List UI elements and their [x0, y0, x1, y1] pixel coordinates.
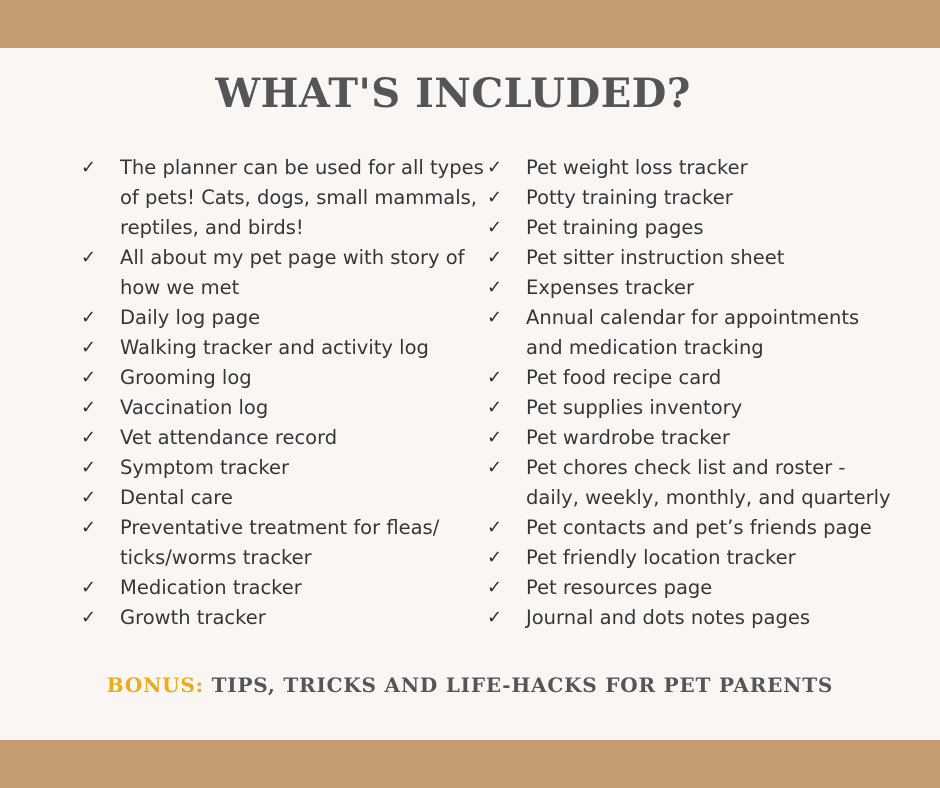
list-item — [80, 573, 480, 603]
list-item-text: Pet weight loss tracker — [526, 156, 748, 179]
list-item-text: Vaccination log — [120, 396, 269, 419]
list-item — [80, 153, 484, 243]
list-item-text: of pets! Cats, dogs, small mammals, — [120, 186, 477, 209]
list-item — [80, 243, 480, 303]
check-icon: ✓ — [81, 577, 97, 598]
list-item-text: Vet attendance record — [120, 426, 338, 449]
check-icon: ✓ — [487, 457, 503, 478]
list-item-text: how we met — [120, 276, 240, 299]
check-icon: ✓ — [487, 157, 503, 178]
bonus-label: BONUS: — [106, 673, 204, 697]
list-item-text: Grooming log — [120, 366, 252, 389]
check-icon: ✓ — [81, 247, 97, 268]
list-item-text: Growth tracker — [120, 606, 266, 629]
list-item-text: Pet chores check list and roster - — [526, 456, 846, 479]
list-item — [486, 213, 886, 243]
list-item-text: Pet wardrobe tracker — [526, 426, 730, 449]
check-icon: ✓ — [487, 217, 503, 238]
list-item — [486, 573, 886, 603]
list-item-text: Pet resources page — [526, 576, 713, 599]
list-item — [80, 453, 480, 483]
list-item — [486, 423, 886, 453]
check-icon: ✓ — [487, 247, 503, 268]
check-icon: ✓ — [81, 427, 97, 448]
check-icon: ✓ — [487, 427, 503, 448]
check-icon: ✓ — [81, 157, 97, 178]
list-item-text: Pet supplies inventory — [526, 396, 743, 419]
list-item — [486, 303, 886, 363]
bonus-line — [0, 673, 940, 697]
check-icon: ✓ — [487, 307, 503, 328]
check-icon: ✓ — [81, 607, 97, 628]
top-band — [0, 0, 940, 48]
check-icon: ✓ — [81, 307, 97, 328]
bottom-band — [0, 740, 940, 788]
check-icon: ✓ — [81, 457, 97, 478]
check-icon: ✓ — [487, 277, 503, 298]
check-icon: ✓ — [487, 517, 503, 538]
list-item-text: All about my pet page with story of — [120, 246, 465, 269]
check-icon: ✓ — [487, 547, 503, 568]
list-item-text: Daily log page — [120, 306, 261, 329]
list-item — [80, 333, 480, 363]
list-item-text: Potty training tracker — [526, 186, 733, 209]
list-item-text: Pet training pages — [526, 216, 704, 239]
list-item-text: reptiles, and birds! — [120, 216, 304, 239]
bonus-text: TIPS, TRICKS AND LIFE-HACKS FOR PET PARENTS — [211, 673, 834, 697]
list-item-text: Pet contacts and pet’s friends page — [526, 516, 872, 539]
list-item-text: The planner can be used for all types — [120, 156, 484, 179]
list-item-text: Medication tracker — [120, 576, 302, 599]
list-item-text: Annual calendar for appointments — [526, 306, 860, 329]
list-item — [486, 393, 886, 423]
list-item-text: Journal and dots notes pages — [526, 606, 810, 629]
check-icon: ✓ — [487, 367, 503, 388]
check-icon: ✓ — [81, 517, 97, 538]
list-item — [486, 543, 886, 573]
check-icon: ✓ — [487, 607, 503, 628]
list-item-text: Walking tracker and activity log — [120, 336, 429, 359]
list-item — [80, 513, 480, 573]
list-item — [486, 243, 886, 273]
list-item — [486, 183, 886, 213]
list-item — [486, 603, 886, 633]
list-item-text: Pet food recipe card — [526, 366, 722, 389]
list-item-text: Pet friendly location tracker — [526, 546, 796, 569]
check-icon: ✓ — [487, 577, 503, 598]
list-item — [80, 393, 480, 423]
list-item — [486, 513, 886, 543]
check-icon: ✓ — [81, 337, 97, 358]
list-item — [486, 363, 886, 393]
check-icon: ✓ — [81, 367, 97, 388]
list-item-text: Symptom tracker — [120, 456, 290, 479]
list-item — [80, 303, 480, 333]
check-icon: ✓ — [81, 487, 97, 508]
page-title: WHAT'S INCLUDED? — [215, 70, 691, 117]
list-item-text: ticks/worms tracker — [120, 546, 312, 569]
list-item — [80, 423, 480, 453]
included-list-left — [80, 153, 484, 633]
list-item — [486, 153, 886, 183]
list-item-text: Dental care — [120, 486, 233, 509]
list-item-text: Pet sitter instruction sheet — [526, 246, 785, 269]
list-item-text: daily, weekly, monthly, and quarterly — [526, 486, 891, 509]
check-icon: ✓ — [487, 397, 503, 418]
list-item — [80, 363, 480, 393]
included-list-right — [486, 153, 891, 633]
check-icon: ✓ — [487, 187, 503, 208]
list-item — [486, 453, 891, 513]
list-item — [80, 603, 480, 633]
list-item-text: Preventative treatment for fleas/ — [120, 516, 440, 539]
list-item — [80, 483, 480, 513]
check-icon: ✓ — [81, 397, 97, 418]
list-item-text: Expenses tracker — [526, 276, 695, 299]
list-item — [486, 273, 886, 303]
list-item-text: and medication tracking — [526, 336, 764, 359]
